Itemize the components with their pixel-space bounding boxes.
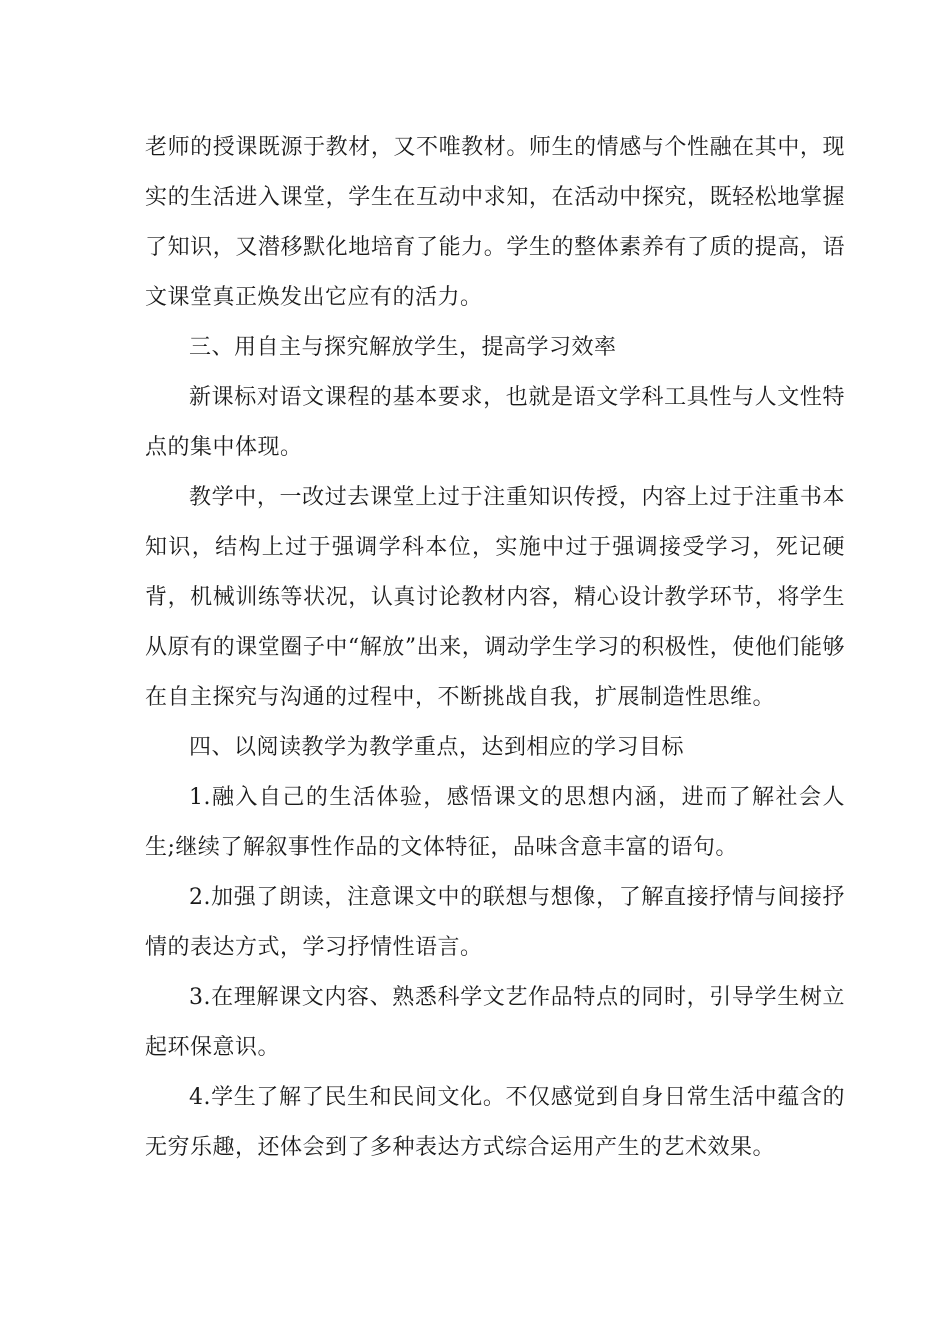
section-heading-3: 三、用自主与探究解放学生，提高学习效率 xyxy=(189,335,617,360)
paragraph-2: 新课标对语文课程的基本要求，也就是语文学科工具性与人文性特点的集中体现。 xyxy=(145,385,845,460)
paragraph-3: 教学中，一改过去课堂上过于注重知识传授，内容上过于注重书本知识，结构上过于强调学科本位，实施中过于强调接受学习，死记硬背，机械训练等状况，认真讨论教材内容，精心设计教学环节，将学生从原有的课堂圈子中“解放”出来，调动学生学习的积极性，使他们能够在自主探究与沟通的过程中，不断挑战自我，扩展制造性思维。 xyxy=(145,485,845,710)
document-page xyxy=(145,123,845,1173)
list-item-1: 1.融入自己的生活体验，感悟课文的思想内涵，进而了解社会人生;继续了解叙事性作品的文体特征，品味含意丰富的语句。 xyxy=(145,785,845,860)
list-item-3: 3.在理解课文内容、熟悉科学文艺作品特点的同时，引导学生树立起环保意识。 xyxy=(145,985,845,1060)
list-item-4: 4.学生了解了民生和民间文化。不仅感觉到自身日常生活中蕴含的无穷乐趣，还体会到了多种表达方式综合运用产生的艺术效果。 xyxy=(145,1085,845,1160)
section-heading-4: 四、以阅读教学为教学重点，达到相应的学习目标 xyxy=(189,735,685,760)
paragraph-1: 老师的授课既源于教材，又不唯教材。师生的情感与个性融在其中，现实的生活进入课堂，学生在互动中求知，在活动中探究，既轻松地掌握了知识，又潜移默化地培育了能力。学生的整体素养有了质的提高，语文课堂真正焕发出它应有的活力。 xyxy=(145,135,845,310)
list-item-2: 2.加强了朗读，注意课文中的联想与想像，了解直接抒情与间接抒情的表达方式，学习抒情性语言。 xyxy=(145,885,845,960)
